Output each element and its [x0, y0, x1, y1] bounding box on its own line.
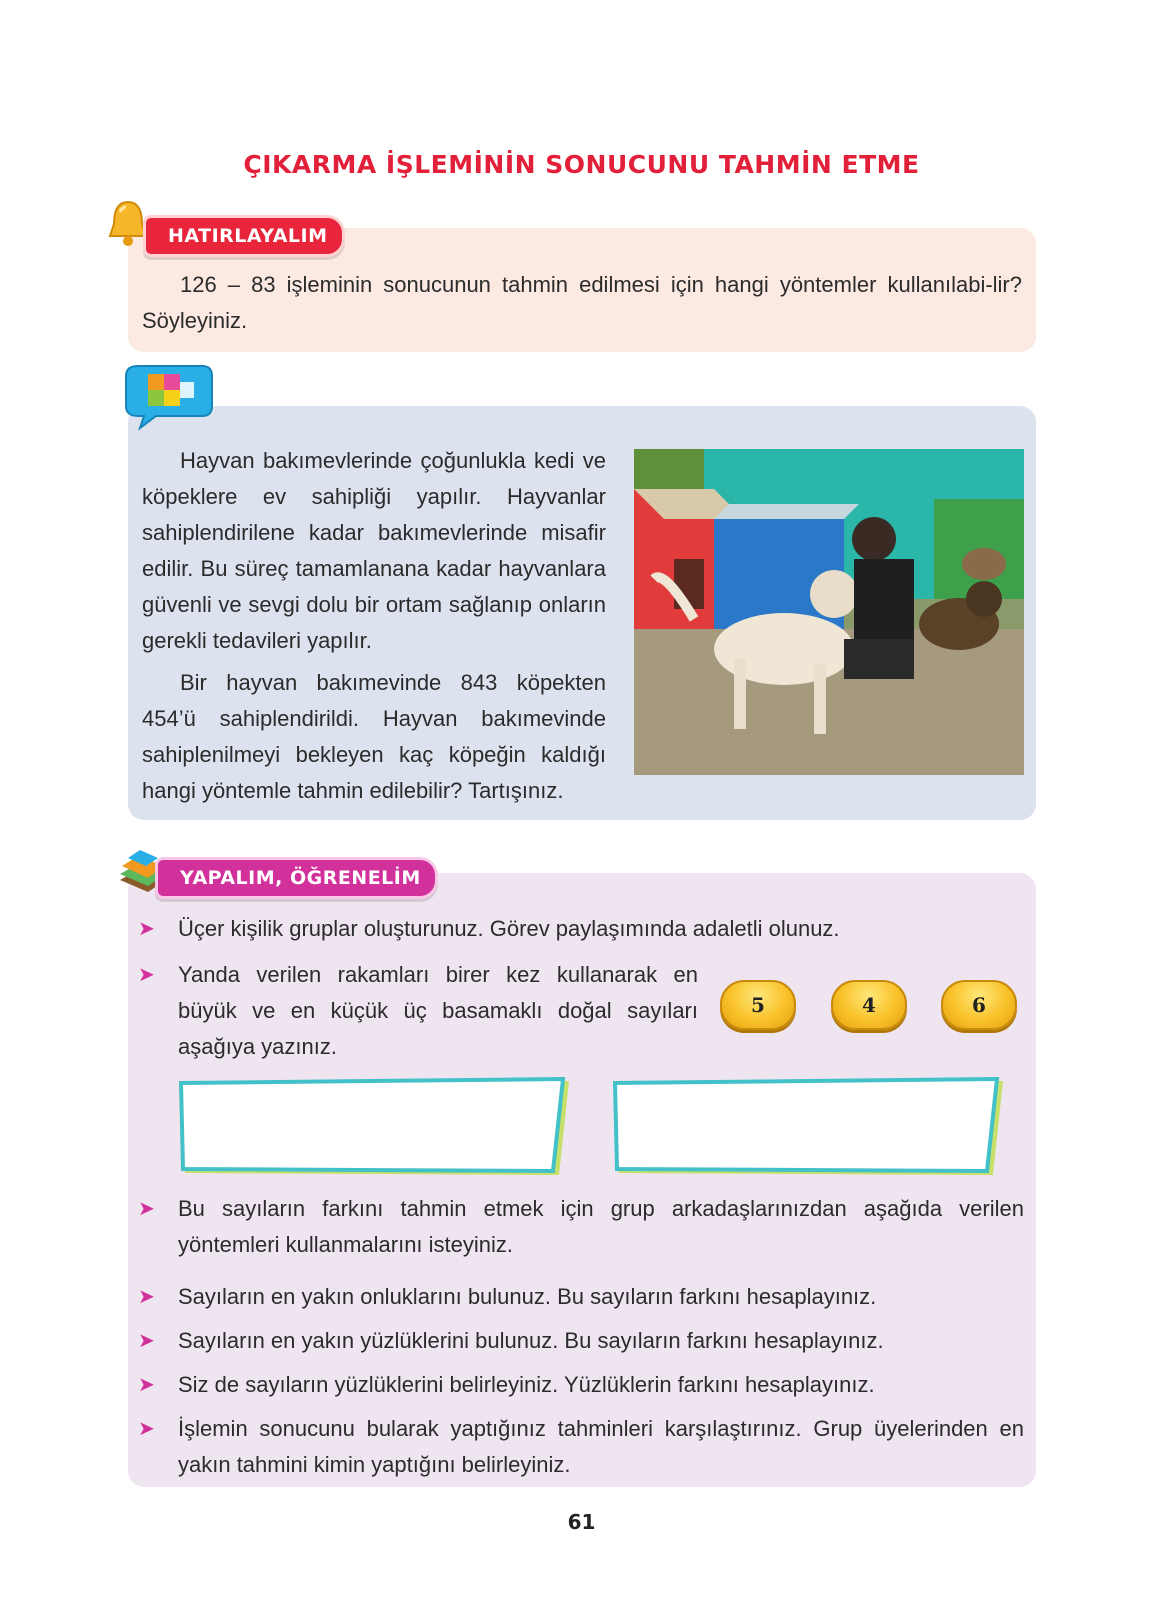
- bullet-item: ➤ Sayıların en yakın yüzlüklerini bulunuz. Bu sayıların farkını hesaplayınız.: [138, 1323, 1024, 1359]
- answer-box-largest[interactable]: [177, 1077, 577, 1179]
- puzzle-speech-icon: [116, 362, 216, 432]
- answer-box-smallest[interactable]: [611, 1077, 1011, 1179]
- page-number: 61: [567, 1510, 596, 1534]
- digit-tile: 5: [720, 980, 796, 1030]
- remember-badge: HATIRLAYALIM: [143, 215, 345, 257]
- bullet-item: ➤ Bu sayıların farkını tahmin etmek için grup arkadaşlarınızdan aşağıda verilen yöntemleri kullanmalarını isteyiniz.: [138, 1191, 1024, 1263]
- digit-tile: 6: [941, 980, 1017, 1030]
- arrow-icon: ➤: [138, 1418, 155, 1440]
- bullet-item: ➤ Üçer kişilik gruplar oluşturunuz. Görev paylaşımında adaletli olunuz.: [138, 911, 1024, 947]
- problem-paragraph-2: Bir hayvan bakımevinde 843 köpekten 454’ü sahiplendirildi. Hayvan bakımevinde sahiplenilmeyi bekleyen kaç köpeğin kaldığı hangi yöntemle tahmin edilebilir? Tartışınız.: [142, 670, 606, 803]
- arrow-icon: ➤: [138, 964, 155, 986]
- arrow-icon: ➤: [138, 1198, 155, 1220]
- arrow-icon: ➤: [138, 1330, 155, 1352]
- bullet-item: ➤ İşlemin sonucunu bularak yaptığınız tahminleri karşılaştırınız. Grup üyelerinden en yakın tahmini kimin yaptığını belirleyiniz.: [138, 1411, 1024, 1483]
- page-title: ÇIKARMA İŞLEMİNİN SONUCUNU TAHMİN ETME: [243, 150, 920, 179]
- arrow-icon: ➤: [138, 918, 155, 940]
- arrow-icon: ➤: [138, 1374, 155, 1396]
- bullet-item: ➤ Siz de sayıların yüzlüklerini belirleyiniz. Yüzlüklerin farkını hesaplayınız.: [138, 1367, 1024, 1403]
- bullet-item: ➤ Sayıların en yakın onluklarını bulunuz. Bu sayıların farkını hesaplayınız.: [138, 1279, 1024, 1315]
- arrow-icon: ➤: [138, 1286, 155, 1308]
- problem-text: [142, 443, 606, 815]
- animal-shelter-photo: [634, 449, 1024, 775]
- activity-badge: YAPALIM, ÖĞRENELİM: [155, 857, 438, 899]
- remember-text: 126 – 83 işleminin sonucunun tahmin edilmesi için hangi yöntemler kullanılabi-lir? Söyleyiniz.: [142, 272, 1022, 333]
- digit-tile: 4: [831, 980, 907, 1030]
- bullet-item: ➤ Yanda verilen rakamları birer kez kullanarak en büyük ve en küçük üç basamaklı doğal sayıları aşağıya yazınız.: [138, 957, 698, 1065]
- problem-paragraph-1: Hayvan bakımevlerinde çoğunlukla kedi ve köpeklere ev sahipliği yapılır. Hayvanlar sahiplendirilene kadar bakımevlerinde misafir edilir. Bu süreç tamamlanana kadar hayvanlara güvenli ve sevgi dolu bir ortam sağlanıp onların gerekli tedavileri yapılır.: [142, 448, 606, 653]
